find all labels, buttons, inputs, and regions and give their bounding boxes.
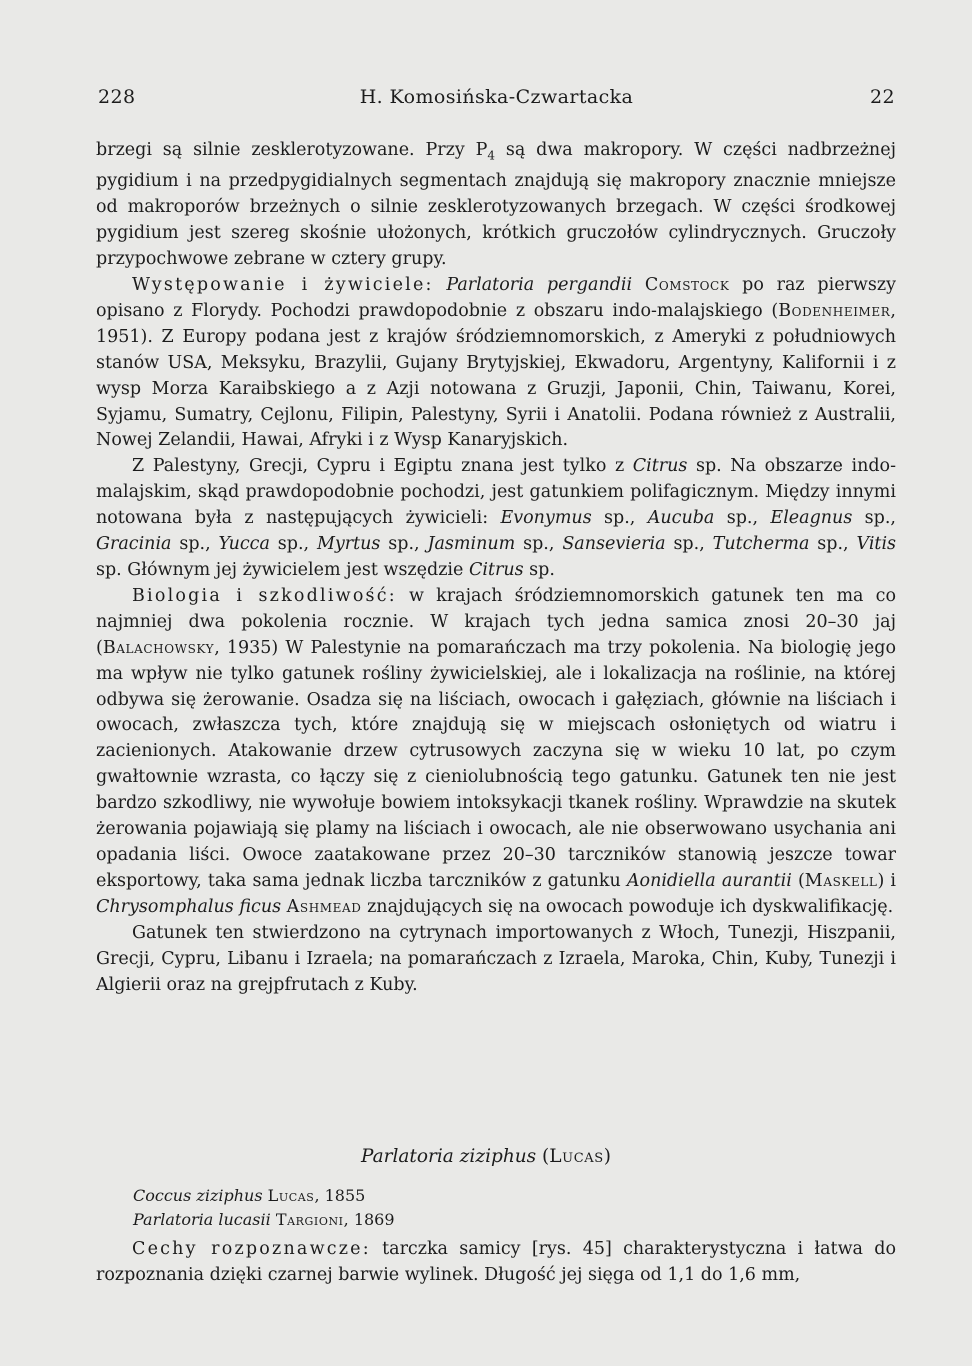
paragraph-biology: Biologia i szkodliwość: w krajach śródziemnomorskich gatunek ten ma co najmniej dwa pokolenia rocznie. W krajach tych jedna samica znosi 20–30 jaj (Balachowsky, 1935) W Palestynie na pomarańczach ma trzy pokolenia. Na biologię jego ma wpływ nie tylko gatunek rośliny żywicielskiej, ale i lokalizacja na roślinie, na której odbywa się żerowanie. Osadza się na liściach, owocach i gałęziach, głównie na liściach i owocach, zwłaszcza tych, które znajdują się w miejscach osłoniętych od wiatru i zacienionych. Atakowanie drzew cytrusowych zaczyna się w wieku 10 lat, po czym gwałtownie wzrasta, co łączy się z cieniolubnością tego gatunku. Gatunek ten nie jest bardzo szkodliwy, nie wywołuje bowiem intoksykacji tkanek rośliny. Wprawdzie na skutek żerowania pojawiają się plamy na liściach i owocach, ale nie obserwowano usychania ani opadania liści. Owoce zaatakowane przez 20–30 tarczników stanowią jeszcze towar eksportowy, taka sama jednak liczba tarczników z gatunku Aonidiella aurantii (Maskell) i Chrysomphalus ficus Ashmead znajdujących się na owocach powoduje ich dyskwalifikację. bbox=[96, 585, 897, 917]
synonym-line: Parlatoria lucasii Targioni, 1869 bbox=[133, 1210, 395, 1229]
section-label: Cechy rozpoznawcze: bbox=[132, 1239, 371, 1259]
recognition-text bbox=[96, 1237, 896, 1289]
section-number: 22 bbox=[870, 86, 895, 108]
paragraph-description: brzegi są silnie zesklerotyzowane. Przy $P_4$ są dwa makropory. W części nadbrzeżnej pygidium i na przedpygidialnych segmentach znajdują się makropory znacznie mniejsze od makroporów brzeżnych o silnie zesklerotyzowanych brzegach. W części środkowej pygidium jest szereg skośnie ułożonych, krótkich gruczołów cylindrycznych. Gruczoły przypochwowe zebrane w cztery grupy. bbox=[96, 140, 896, 270]
paragraph-hosts: Z Palestyny, Grecji, Cypru i Egiptu znana jest tylko z Citrus sp. Na obszarze indo-malajskim, skąd prawdopodobnie pochodzi, jest gatunkiem polifagicznym. Między innymi notowana była z następujących żywicieli: Evonymus sp., Aucuba sp., Eleagnus sp., Gracinia sp., Yucca sp., Myrtus sp., Jasminum sp., Sansevieria sp., Tutcherma sp., Vitis sp. Głównym jej żywicielem jest wszędzie Citrus sp. bbox=[96, 456, 897, 580]
section-label: Biologia i szkodliwość: bbox=[132, 585, 397, 606]
section-label: Występowanie i żywiciele: bbox=[132, 275, 434, 296]
running-author: H. Komosińska-Czwartacka bbox=[359, 86, 634, 108]
page-number: 228 bbox=[98, 86, 136, 108]
synonym-line: Coccus ziziphus Lucas, 1855 bbox=[133, 1186, 366, 1205]
paragraph-recognition: Cechy rozpoznawcze: tarczka samicy [rys. 45] charakterystyczna i łatwa do rozpoznania dzięki czarnej barwie wylinek. Długość jej sięga od 1,1 do 1,6 mm, bbox=[96, 1239, 897, 1285]
running-header bbox=[98, 86, 895, 116]
main-text bbox=[96, 138, 896, 998]
paragraph-imports: Gatunek ten stwierdzono na cytrynach importowanych z Włoch, Tunezji, Hiszpanii, Grecji, Cypru, Libanu i Izraela; na pomarańczach z Izraela, Maroka, Chin, Kuby, Tunezji i Algierii oraz na grejpfrutach z Kuby. bbox=[96, 922, 896, 995]
species-heading: Parlatoria ziziphus (Lucas) bbox=[361, 1146, 611, 1167]
paragraph-occurrence: Występowanie i żywiciele: Parlatoria pergandii Comstock po raz pierwszy opisano z Florydy. Pochodzi prawdopodobnie z obszaru indo-malajskiego (Bodenheimer, 1951). Z Europy podana jest z krajów śródziemnomorskich, z Ameryki z południowych stanów USA, Meksyku, Brazylii, Gujany Brytyjskiej, Ekwadoru, Argentyny, Kalifornii i z wysp Morza Karaibskiego a z Azji notowana z Gruzji, Japonii, Chin, Taiwanu, Korei, Syjamu, Sumatry, Cejlonu, Filipin, Palestyny, Syrii i Anatolii. Podana również z Australii, Nowej Zelandii, Hawai, Afryki i z Wysp Kanaryjskich. bbox=[96, 275, 896, 451]
